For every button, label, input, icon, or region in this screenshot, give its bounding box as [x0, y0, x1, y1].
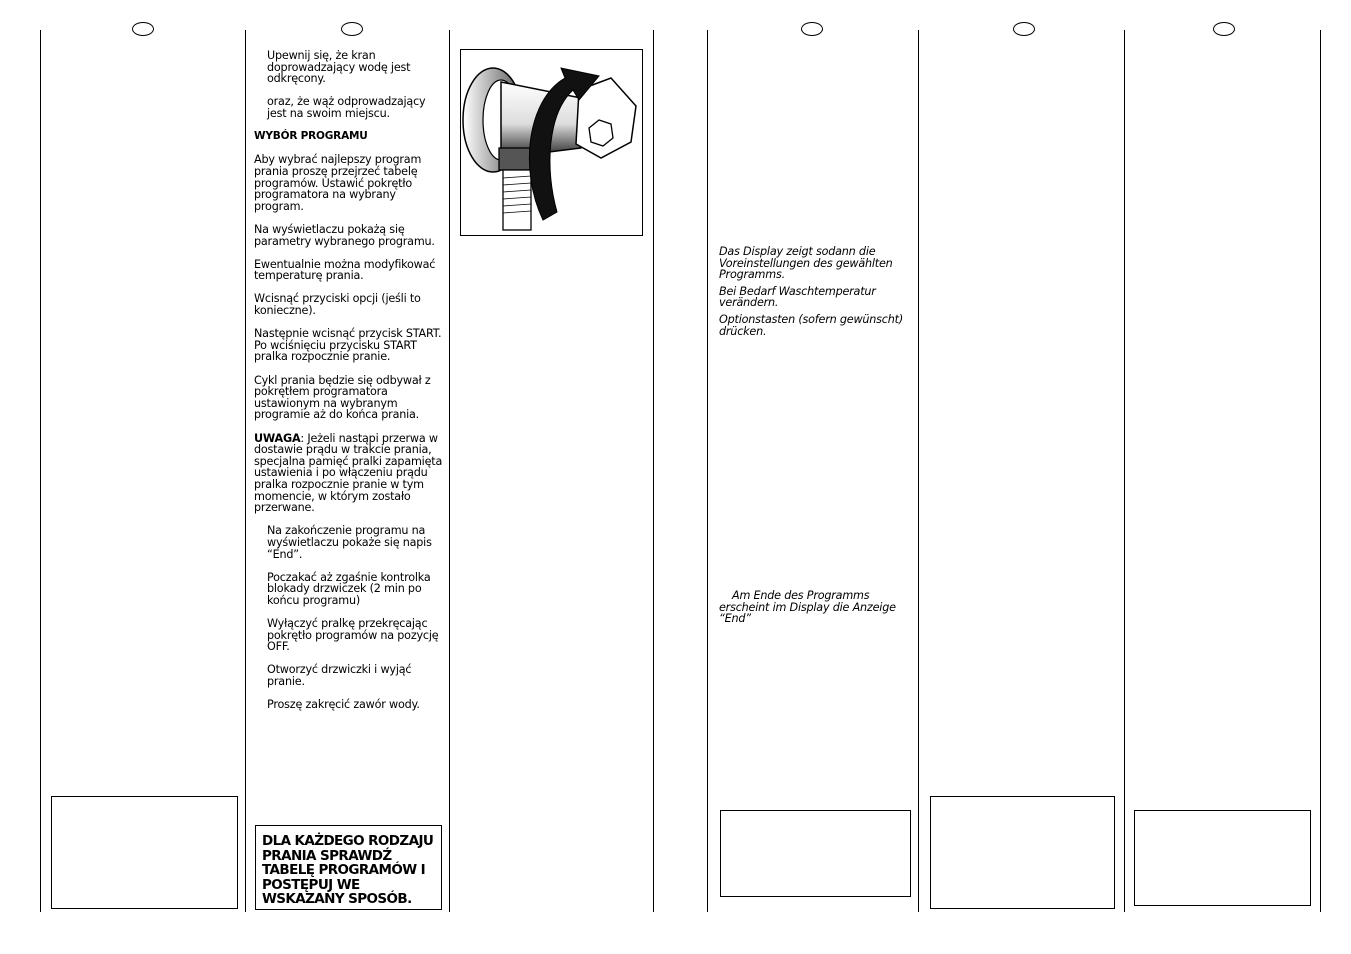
instruction-door-lock: Poczakać aż zgaśnie kontrolka blokady drzwiczek (2 min po końcu programu): [267, 570, 431, 607]
column-divider: [707, 30, 708, 912]
column-divider: [40, 30, 41, 912]
column-divider: [245, 30, 246, 912]
instruction-tap-open: Upewnij się, że kran doprowadzający wodę jest odkręcony.: [267, 49, 411, 86]
instruction-select-program: Aby wybrać najlepszy program prania proszę przejrzeć tabelę programów. Ustawić pokrętło programatora na wybrany program.: [254, 153, 422, 213]
heading-program-selection: WYBÓR PROGRAMU: [254, 130, 368, 143]
instruction-end: Na zakończenie programu na wyświetlaczu pokaże się napis “End”.: [267, 524, 432, 561]
instruction-close-valve: Proszę zakręcić zawór wody.: [267, 698, 420, 712]
warning-label: UWAGA: [254, 431, 301, 445]
language-marker-circle: [341, 22, 363, 36]
language-marker-circle: [1013, 22, 1035, 36]
instruction-open-door: Otworzyć drzwiczki i wyjąć pranie.: [267, 663, 412, 689]
polish-instructions: [254, 50, 444, 722]
instruction-options: Wcisnąć przyciski opcji (jeśli to konieczne).: [254, 292, 421, 318]
empty-note-box: [51, 796, 238, 909]
german-temperature-text: Bei Bedarf Waschtemperatur verändern.: [719, 284, 876, 310]
empty-note-box: [720, 810, 911, 897]
language-marker-circle: [801, 22, 823, 36]
instruction-cycle: Cykl prania będzie się odbywał z pokrętłem programatora ustawionym na wybranym programie aż do końca prania.: [254, 373, 431, 422]
german-instructions-end: [719, 590, 911, 630]
instruction-switch-off: Wyłączyć pralkę przekręcając pokrętło programów na pozycję OFF.: [267, 617, 439, 654]
german-instructions-top: [719, 246, 911, 342]
instruction-start: Następnie wcisnąć przycisk START. Po wciśnięciu przycisku START pralka rozpocznie pranie.: [254, 327, 442, 364]
warning-text: : Jeżeli nastąpi przerwa w dostawie prądu w trakcie prania, specjalna pamięć pralki zapamięta ustawienia i po włączeniu prądu pralka rozpocznie pranie w tym momencie, w którym zostało przerwane.: [254, 431, 443, 515]
column-divider: [653, 30, 654, 912]
instruction-temperature: Ewentualnie można modyfikować temperaturę prania.: [254, 257, 436, 283]
tap-illustration: [460, 49, 643, 236]
program-table-notice: DLA KAŻDEGO RODZAJU PRANIA SPRAWDŹ TABELĘ PROGRAMÓW I POSTĘPUJ WE WSKAZANY SPOSÓB.: [255, 825, 442, 910]
water-tap-open-arrow-icon: [461, 50, 642, 235]
column-divider: [1124, 30, 1125, 912]
column-divider: [918, 30, 919, 912]
language-marker-circle: [1213, 22, 1235, 36]
german-options-text: Optionstasten (sofern gewünscht) drücken.: [719, 312, 903, 338]
empty-note-box: [930, 796, 1115, 909]
column-divider: [449, 30, 450, 912]
german-end-text: Am Ende des Programms erscheint im Display die Anzeige “End”: [719, 589, 896, 626]
column-divider: [1320, 30, 1321, 912]
german-display-text: Das Display zeigt sodann die Voreinstellungen des gewählten Programms.: [719, 245, 893, 282]
language-marker-circle: [132, 22, 154, 36]
instruction-warning: [254, 433, 444, 514]
instruction-hose: oraz, że wąż odprowadzający jest na swoim miejscu.: [267, 95, 426, 120]
empty-note-box: [1134, 810, 1311, 906]
instruction-display-params: Na wyświetlaczu pokażą się parametry wybranego programu.: [254, 222, 435, 248]
